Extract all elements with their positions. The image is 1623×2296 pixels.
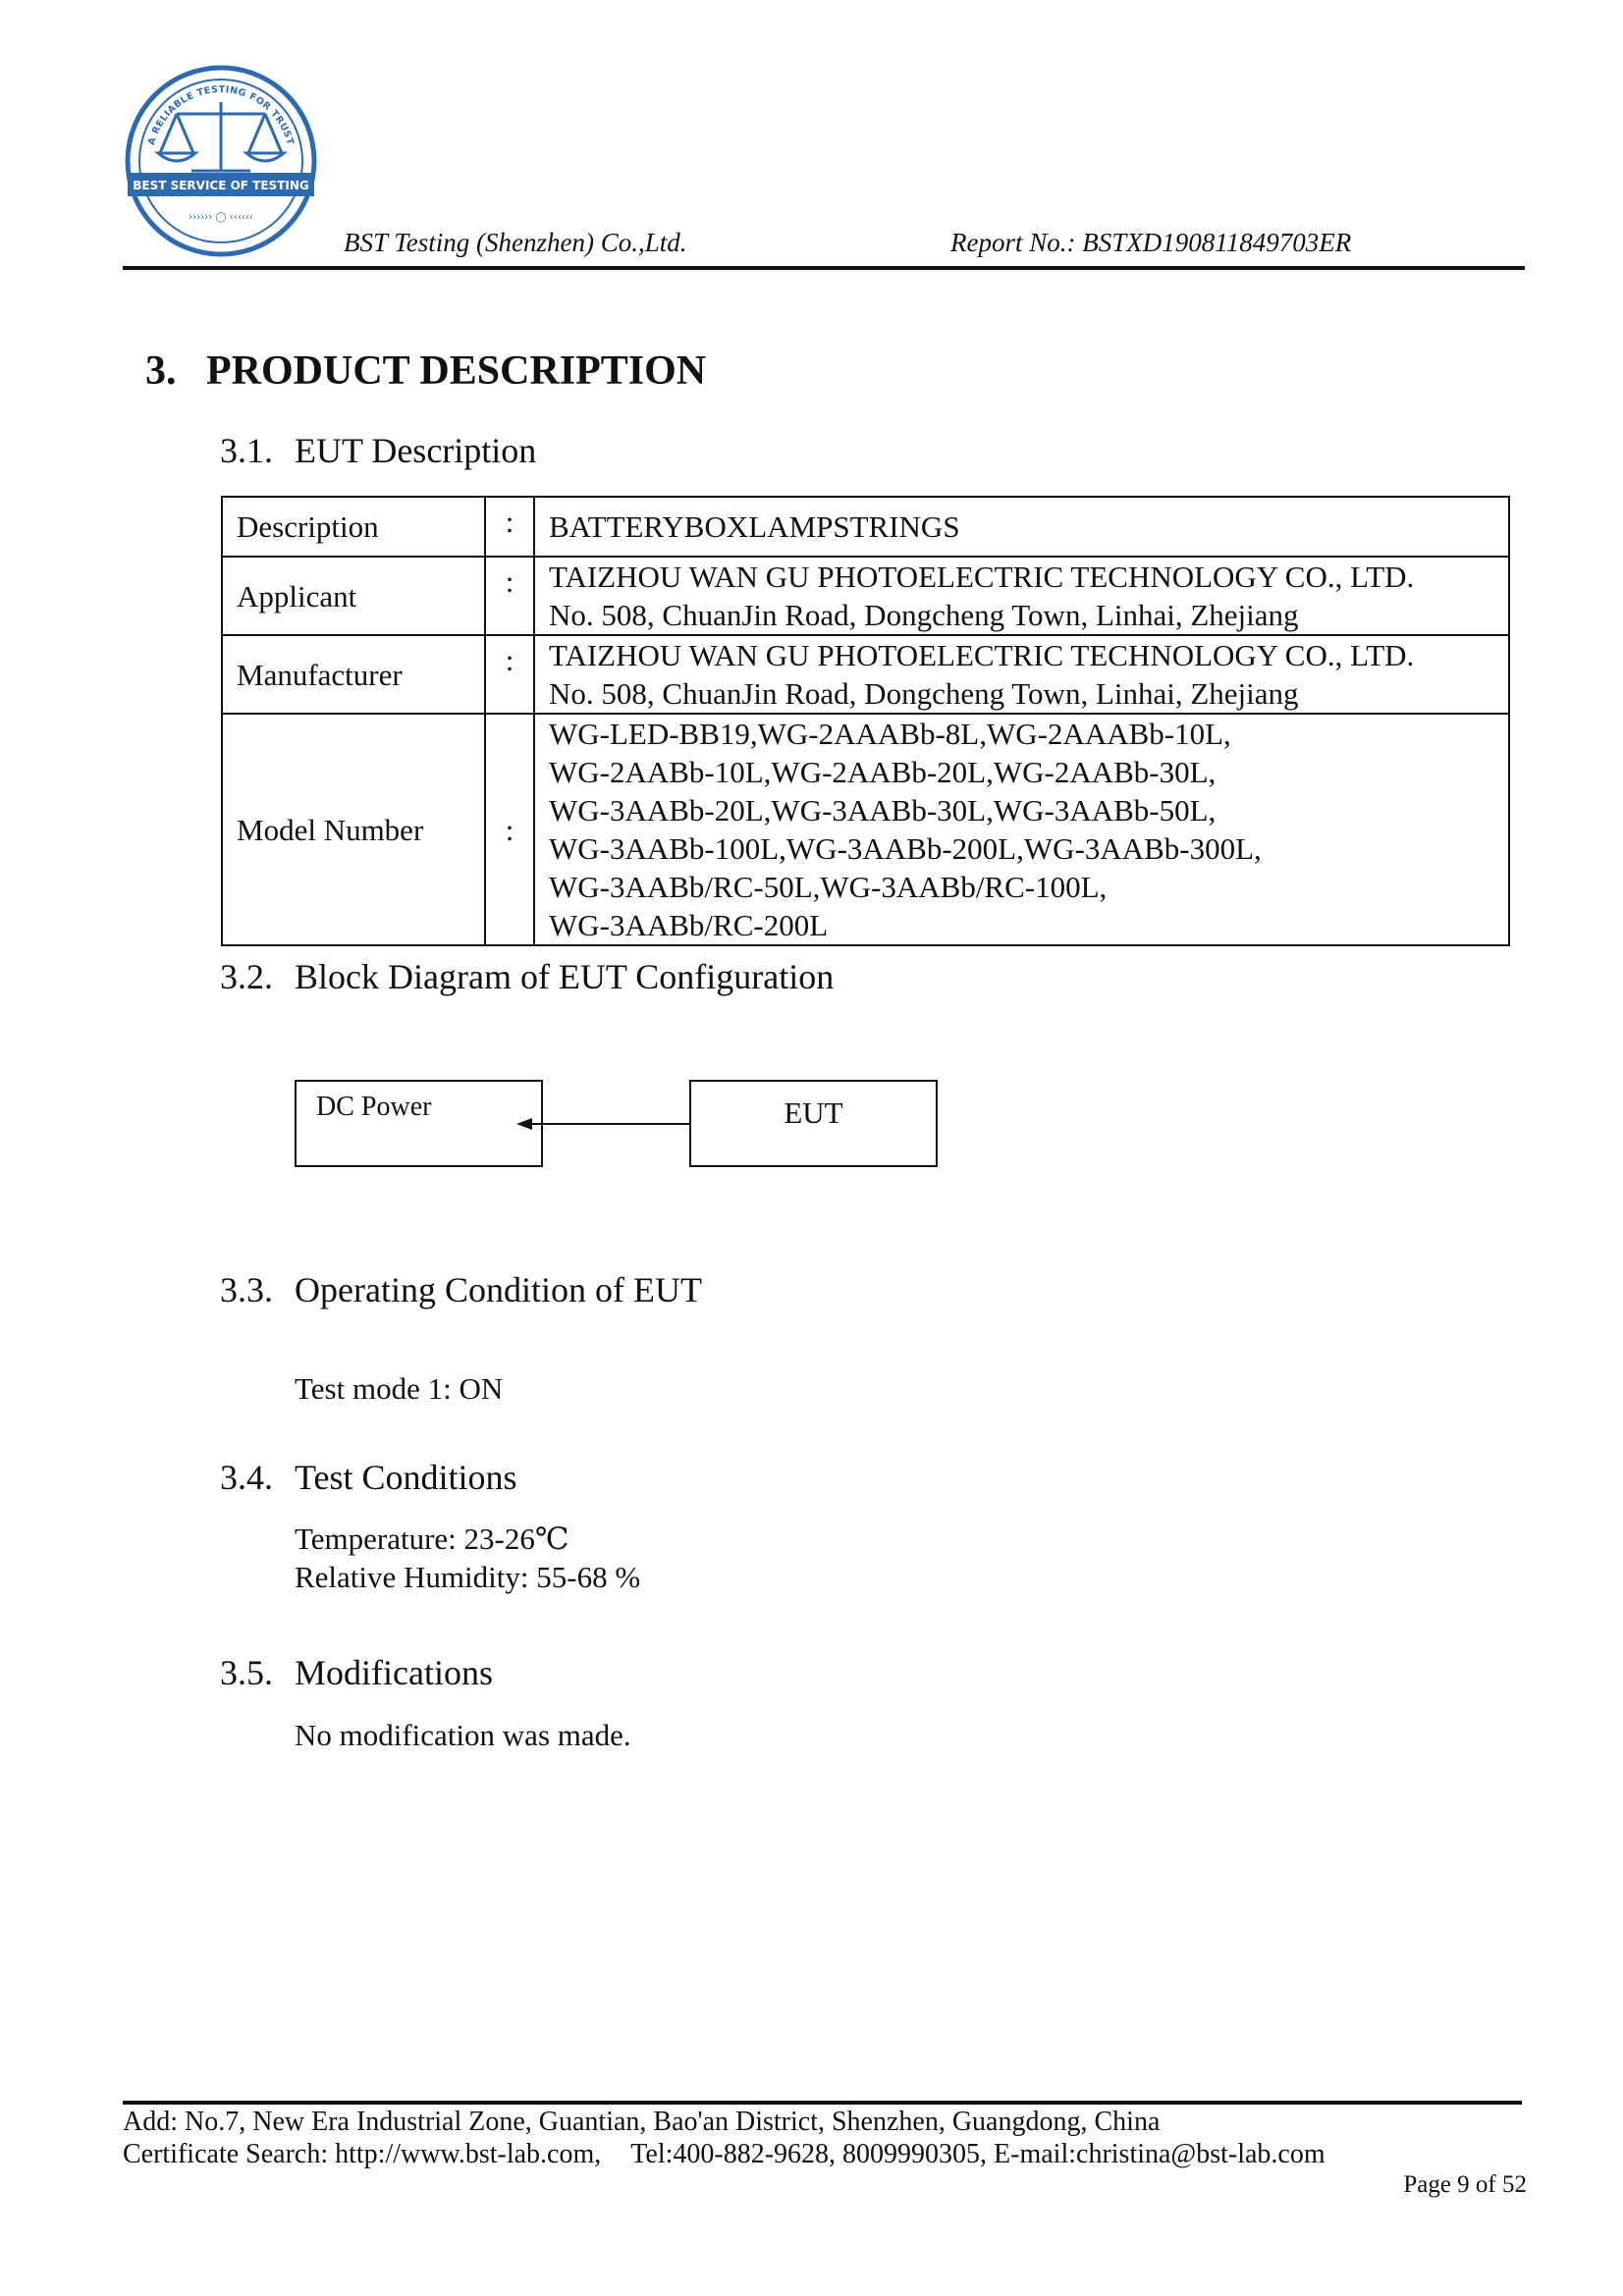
subheading-modifications: 3.5. Modifications	[220, 1653, 493, 1692]
header-company: BST Testing (Shenzhen) Co.,Ltd.	[344, 228, 687, 257]
header-report-number: Report No.: BSTXD190811849703ER	[950, 228, 1352, 257]
table-row	[222, 714, 1509, 945]
page-number: Page 9 of 52	[1403, 2171, 1527, 2198]
arrow-left-icon	[516, 1109, 693, 1139]
modification-text: No modification was made.	[295, 1718, 631, 1752]
test-mode-text: Test mode 1: ON	[295, 1371, 504, 1406]
row-colon: :	[485, 635, 534, 714]
row-value: TAIZHOU WAN GU PHOTOELECTRIC TECHNOLOGY CO., LTD. No. 508, ChuanJin Road, Dongcheng Town, Linhai, Zhejiang	[534, 557, 1509, 635]
footer-contact: Tel:400-882-9628, 8009990305, E-mail:christina@bst-lab.com	[630, 2139, 1325, 2169]
svg-text:›››››› ◯ ‹‹‹‹‹‹: ›››››› ◯ ‹‹‹‹‹‹	[189, 212, 253, 223]
table-row	[222, 635, 1509, 714]
footer-divider	[123, 2101, 1522, 2105]
company-logo	[123, 63, 319, 259]
row-value: TAIZHOU WAN GU PHOTOELECTRIC TECHNOLOGY CO., LTD. No. 508, ChuanJin Road, Dongcheng Town, Linhai, Zhejiang	[534, 635, 1509, 714]
row-label: Applicant	[222, 557, 485, 635]
eut-description-table	[221, 496, 1510, 946]
svg-text:BEST SERVICE OF TESTING: BEST SERVICE OF TESTING	[133, 179, 309, 192]
row-label: Model Number	[222, 714, 485, 945]
temperature-text: Temperature: 23-26℃	[295, 1522, 569, 1556]
header-divider	[123, 266, 1525, 270]
footer-certificate: Certificate Search: http://www.bst-lab.com,	[123, 2139, 602, 2169]
row-label: Description	[222, 497, 485, 557]
footer-certificate-line	[123, 2139, 1325, 2170]
row-colon: :	[485, 714, 534, 945]
subheading-eut-description: 3.1. EUT Description	[220, 431, 537, 470]
table-row	[222, 557, 1509, 635]
subheading-block-diagram: 3.2. Block Diagram of EUT Configuration	[220, 957, 835, 996]
row-colon: :	[485, 557, 534, 635]
row-value: WG-LED-BB19,WG-2AAABb-8L,WG-2AAABb-10L, WG-2AABb-10L,WG-2AABb-20L,WG-2AABb-30L, WG-3AABb-20L,WG-3AABb-30L,WG-3AABb-50L, WG-3AABb-100L,WG-3AABb-200L,WG-3AABb-300L, WG-3AABb/RC-50L,WG-3AABb/RC-100L, WG-3AABb/RC-200L	[534, 714, 1509, 945]
row-label: Manufacturer	[222, 635, 485, 714]
humidity-text: Relative Humidity: 55-68 %	[295, 1560, 641, 1594]
subheading-test-conditions: 3.4. Test Conditions	[220, 1458, 517, 1497]
subheading-operating-condition: 3.3. Operating Condition of EUT	[220, 1270, 702, 1309]
footer-address: Add: No.7, New Era Industrial Zone, Guantian, Bao'an District, Shenzhen, Guangdong, China	[123, 2107, 1161, 2137]
section-title-text: PRODUCT DESCRIPTION	[206, 348, 707, 394]
section-number: 3.	[145, 348, 177, 394]
svg-text:A RELIABLE TESTING FOR TRUST: A RELIABLE TESTING FOR TRUST	[146, 83, 296, 147]
section-title	[145, 347, 706, 395]
dc-power-box: DC Power	[295, 1080, 543, 1167]
table-row	[222, 497, 1509, 557]
eut-box: EUT	[689, 1080, 938, 1167]
row-value: BATTERYBOXLAMPSTRINGS	[534, 497, 1509, 557]
row-colon: :	[485, 497, 534, 557]
